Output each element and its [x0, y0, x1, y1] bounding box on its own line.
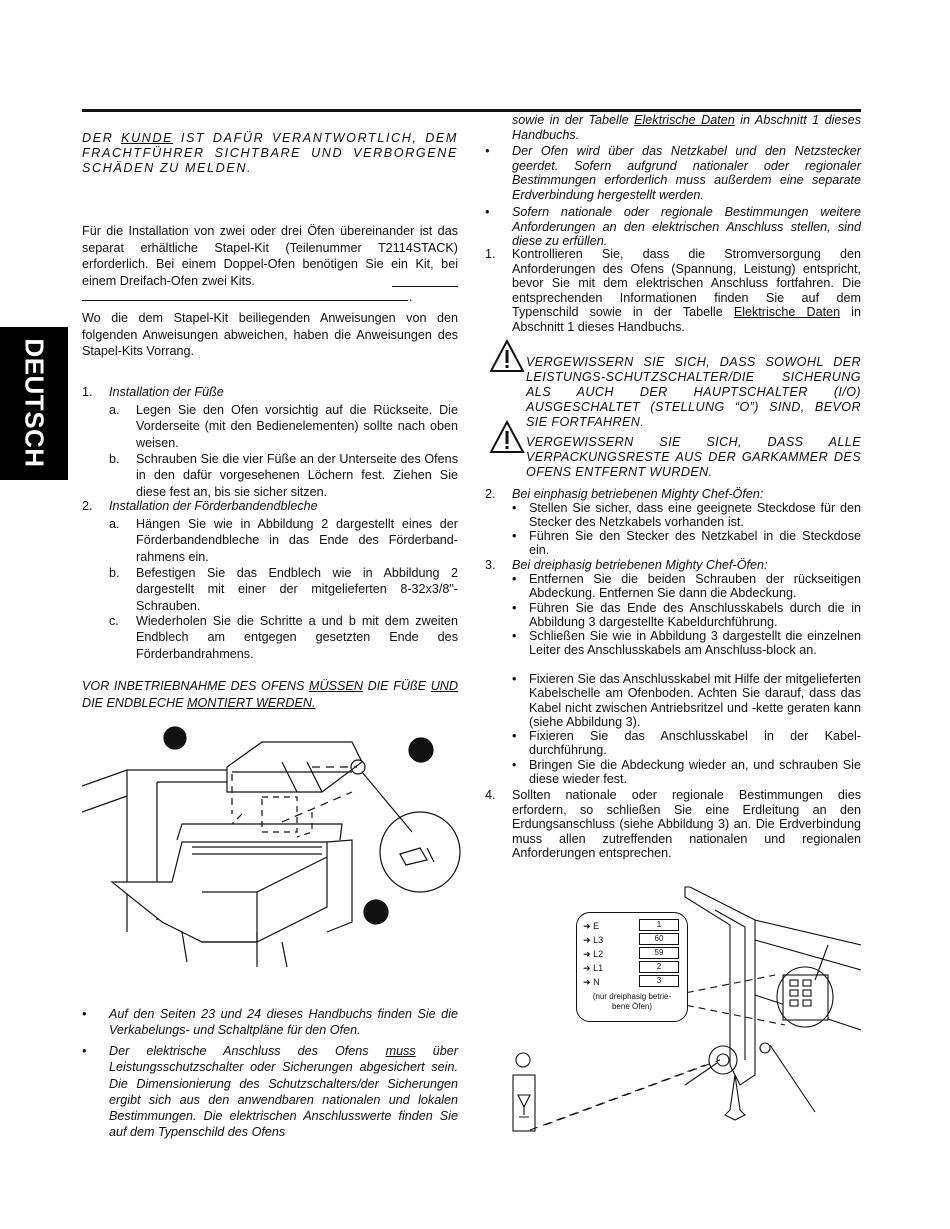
warning-icon — [489, 420, 525, 454]
item-letter: c. — [109, 614, 119, 628]
wire-number — [639, 961, 679, 973]
step-number: 3. — [485, 558, 496, 572]
step-2a — [109, 516, 458, 565]
item-text: Schließen Sie wie in Abbildung 3 dargestellt die einzelnen Leiter des Anschlusskabels am Anschluss-block an. — [529, 629, 861, 658]
terminal-row: ➜ N — [583, 977, 600, 987]
terminal-block-diagram — [576, 912, 688, 1022]
bullet-regulations — [485, 205, 861, 249]
step-number: 1. — [82, 385, 93, 399]
bullet-dot: • — [512, 501, 517, 515]
warning-packaging-text: VERGEWISSERN SIE SICH, DASS ALLE VERPACKUNGSRESTE AUS DER GARKAMMER DES OFENS ENTFERNT WURDEN. — [526, 435, 861, 479]
step-4-text: Sollten nationale oder regionale Bestimmungen dies erfordern, so schließen Sie eine Erdleitung an den Erdungsanschluss (siehe Abbildung 3) an. Die Erdverbindung muss allen zutreffenden nationalen und regionalen Anforderungen entsprechen. — [512, 788, 861, 860]
three-phase-note: (nur dreiphasig betrie-bene Öfen) — [592, 992, 672, 1011]
step-3-item-4 — [512, 672, 861, 729]
terminal-row: ➜ L2 — [583, 949, 604, 959]
wire-number — [639, 975, 679, 987]
stack-kit-text: Für die Installation von zwei oder drei Öfen übereinander ist das separat erhältliche Stapel-Kit (Teilenummer T2114STACK) erforderlich. Bei einem Doppel-Ofen benötigen Sie ein Kit, bei einem Dreifach-Ofen zwei Kits. — [82, 224, 458, 288]
step-title: Installation der Füße — [109, 385, 224, 399]
item-text: Stellen Sie sicher, dass eine geeignete Steckdose für den Stecker des Netzkabels vorhanden ist. — [529, 501, 861, 530]
period: . — [409, 290, 413, 304]
step-2b — [109, 565, 458, 614]
step-1-text-2: in Abschnitt 1 dieses Handbuchs. — [512, 305, 861, 334]
item-text: Entfernen Sie die beiden Schrauben der rückseitigen Abdeckung. Entfernen Sie dann die Abdeckung. — [529, 572, 861, 601]
item-text: Bringen Sie die Abdeckung wieder an, und schrauben Sie diese wieder fest. — [529, 758, 861, 787]
bullet-grounding — [485, 144, 861, 202]
elektrische-daten-link: Elektrische Daten — [634, 113, 735, 127]
step-3-item-1 — [512, 572, 861, 601]
damage-notice — [82, 131, 458, 176]
step-1b — [109, 451, 458, 500]
bullet-dot: • — [82, 1007, 87, 1021]
bullet-dot: • — [512, 529, 517, 543]
wire-number — [639, 947, 679, 959]
wire-number-text: 2 — [656, 962, 662, 971]
bullet-dot: • — [485, 205, 490, 219]
step-2-item-1 — [512, 501, 861, 530]
notice-kunde: KUNDE — [121, 131, 174, 145]
bullet-dot: • — [512, 672, 517, 686]
bullet-breaker-muss: muss — [385, 1044, 416, 1058]
kit-precedence-text: Wo die dem Stapel-Kit beiliegenden Anweisungen von den folgenden Anweisungen abweichen, haben die Anweisungen des Stapel-Kits Vorrang. — [82, 311, 458, 358]
warning-packaging — [526, 435, 861, 480]
continued-text — [512, 113, 861, 142]
item-text: Führen Sie den Stecker des Netzkabel in die Steckdose ein. — [529, 529, 861, 558]
notice-text-rest: IST DAFÜR VERANTWORTLICH, DEM FRACHTFÜHRER SICHTBARE UND VERBORGENE SCHÄDEN ZU MELDEN. — [82, 131, 458, 175]
figure-2-illustration — [82, 722, 462, 972]
bullet-dot: • — [512, 758, 517, 772]
caution-montiert: MONTIERT WERDEN. — [186, 695, 316, 710]
terminal-row: ➜ E — [583, 921, 600, 931]
step-1a — [109, 402, 458, 451]
wire-number — [639, 919, 679, 931]
bullet-grounding-text: Der Ofen wird über das Netzkabel und den Netzstecker geerdet. Sofern aufgrund nationaler oder regionaler Bestimmungen erforderlich muss außerdem eine separate Erdverbindung hergestellt werden. — [512, 144, 861, 202]
bullet-wiring — [82, 1007, 458, 1038]
item-text: Fixieren Sie das Anschlusskabel mit Hilfe der mitgelieferten Kabelschelle am Ofenboden. Achten Sie darauf, dass das Kabel nicht zwischen Antriebsritzel und -kette geraten kann (siehe Abbildung 3). — [529, 672, 861, 729]
terminal-label: N — [593, 977, 600, 987]
step-2c — [109, 613, 458, 662]
step-3-item-2 — [512, 601, 861, 630]
bullet-dot: • — [512, 629, 517, 643]
terminal-row: ➜ L1 — [583, 963, 604, 973]
blank-line-1 — [392, 286, 458, 287]
item-text: Schrauben Sie die vier Füße an der Unterseite des Ofens in den dafür vorgesehenen Löchern fest. Ziehen Sie diese fest an, bis sie sicher sitzen. — [136, 452, 458, 499]
wire-number-text: 60 — [654, 934, 664, 943]
step-2-item-2 — [512, 529, 861, 558]
caution-text-3: DIE ENDBLECHE — [82, 695, 187, 710]
step-4-ground — [485, 788, 861, 861]
item-letter: b. — [109, 452, 120, 466]
caution-text: VOR INBETRIEBNAHME DES OFENS — [82, 679, 310, 693]
step-1-text: Kontrollieren Sie, dass die Stromversorgung den Anforderungen des Ofens (Spannung, Leistung) entspricht, bevor Sie mit dem elektrischen Anschluss fortfahren. Die entsprechenden Informationen finden Sie auf dem Typenschild sowie in der Tabelle — [512, 247, 861, 319]
terminal-label: L3 — [593, 935, 604, 945]
continued-text-1: sowie in der Tabelle — [512, 113, 635, 127]
step-number: 2. — [82, 499, 93, 513]
item-text: Hängen Sie wie in Abbildung 2 dargestellt eines der Förderbandendbleche in das Ende des Förderband-rahmens ein. — [136, 517, 458, 564]
caution-muessen: MÜSSEN — [309, 679, 363, 693]
bullet-breaker-text-2: über Leistungsschutzschalter oder Sicherungen abgesichert sein. Die Dimensionierung des Schutzschalters/der Sicherungen ergibt sich aus den anwendbaren nationalen und lokalen Bestimmungen. Die elektrischen Anschlusswerte finden Sie auf dem Typenschild des Ofens — [109, 1044, 458, 1140]
wire-number-text: 59 — [654, 948, 664, 957]
item-letter: a. — [109, 517, 120, 531]
step-3-item-6 — [512, 758, 861, 787]
terminal-label: L1 — [593, 963, 604, 973]
bullet-dot: • — [512, 601, 517, 615]
bullet-regulations-text: Sofern nationale oder regionale Bestimmungen weitere Anforderungen an den elektrischen Anschluss stellen, sind diese zu erfüllen. — [512, 205, 861, 248]
wire-number-text: 3 — [656, 976, 662, 985]
terminal-label: E — [593, 921, 600, 931]
side-tab-label: DEUTSCH — [19, 338, 50, 468]
notice-text: DER — [82, 131, 122, 145]
step-3-item-5 — [512, 729, 861, 758]
step-number: 4. — [485, 788, 496, 802]
step-title: Installation der Förderbandendbleche — [109, 499, 318, 513]
terminal-label: L2 — [593, 949, 604, 959]
caution-und: UND — [430, 679, 458, 693]
bullet-wiring-text: Auf den Seiten 23 und 24 dieses Handbuchs finden Sie die Verkabelungs- und Schaltpläne für den Ofen. — [109, 1007, 458, 1037]
item-text: Führen Sie das Ende des Anschlusskabels durch die in Abbildung 3 dargestellte Kabeldurchführung. — [529, 601, 861, 630]
item-text: Fixieren Sie das Anschlusskabel in der Kabel-durchführung. — [529, 729, 861, 758]
item-letter: b. — [109, 566, 120, 580]
step-3-item-3 — [512, 629, 861, 658]
terminal-row: ➜ L3 — [583, 935, 604, 945]
blank-line-2 — [82, 300, 408, 301]
bullet-breaker — [82, 1043, 458, 1141]
mounting-caution — [82, 678, 458, 711]
warning-icon — [489, 339, 525, 373]
bullet-dot: • — [82, 1044, 87, 1058]
callout-dot-b — [409, 738, 433, 762]
stack-kit-paragraph — [82, 223, 458, 289]
bullet-dot: • — [512, 572, 517, 586]
step-1-power-check — [485, 247, 861, 334]
bullet-breaker-text: Der elektrische Anschluss des Ofens — [109, 1044, 386, 1058]
continued-text-2: in Abschnitt 1 dieses Handbuchs. — [512, 113, 861, 142]
step-number: 1. — [485, 247, 496, 261]
language-side-tab — [0, 327, 68, 480]
step-number: 2. — [485, 487, 496, 501]
warning-breaker — [526, 355, 861, 430]
top-rule — [82, 109, 861, 112]
item-text: Legen Sie den Ofen vorsichtig auf die Rückseite. Die Vorderseite (mit den Bedienelementen) sollte nach oben weisen. — [136, 403, 458, 450]
item-letter: a. — [109, 403, 120, 417]
wire-number-text: 1 — [656, 920, 662, 929]
step-title: Bei einphasig betriebenen Mighty Chef-Öfen: — [512, 487, 764, 501]
callout-dot-a — [164, 727, 186, 749]
caution-text-2: DIE FÜßE — [362, 679, 431, 693]
item-text: Wiederholen Sie die Schritte a und b mit dem zweiten Endblech am entgegen gesetzten Ende des Förderbandrahmens. — [136, 614, 458, 661]
wire-number — [639, 933, 679, 945]
step-title: Bei dreiphasig betriebenen Mighty Chef-Öfen: — [512, 558, 768, 572]
bullet-dot: • — [485, 144, 490, 158]
elektrische-daten-link-2: Elektrische Daten — [733, 305, 841, 319]
bullet-dot: • — [512, 729, 517, 743]
kit-precedence-paragraph — [82, 310, 458, 360]
item-text: Befestigen Sie das Endblech wie in Abbildung 2 dargestellt mit einer der mitgelieferten 8-32x3/8"-Schrauben. — [136, 566, 458, 613]
callout-dot-c — [364, 900, 388, 924]
warning-breaker-text: VERGEWISSERN SIE SICH, DASS SOWOHL DER LEISTUNGS-SCHUTZSCHALTER/DIE SICHERUNG ALS AUCH DER HAUPTSCHALTER (I/O) AUSGESCHALTET (STELLUNG “O”) SIND, BEVOR SIE FORTFAHREN. — [526, 355, 861, 429]
